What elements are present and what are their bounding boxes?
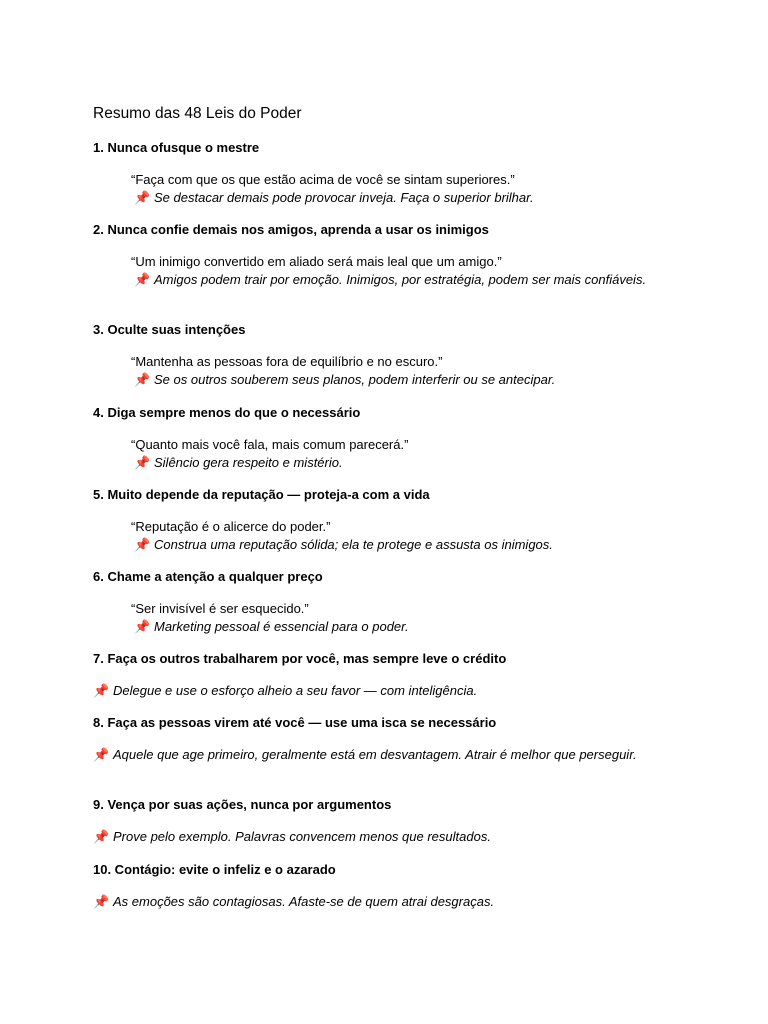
law-note <box>134 536 653 554</box>
pushpin-icon: 📌 <box>134 455 151 470</box>
law-heading: 9. Vença por suas ações, nunca por argumentos <box>93 797 392 812</box>
law-note-text: Marketing pessoal é essencial para o poder. <box>154 619 409 634</box>
law-section <box>93 568 653 636</box>
law-section <box>93 714 653 764</box>
law-section <box>93 796 653 846</box>
law-note-text: Aquele que age primeiro, geralmente está em desvantagem. Atrair é melhor que perseguir. <box>113 747 637 762</box>
law-note-text: Se destacar demais pode provocar inveja. Faça o superior brilhar. <box>154 190 534 205</box>
law-section <box>93 650 653 700</box>
law-quote: “Faça com que os que estão acima de você se sintam superiores.” <box>131 172 515 187</box>
law-heading: 1. Nunca ofusque o mestre <box>93 140 260 155</box>
pushpin-icon: 📌 <box>93 747 110 762</box>
law-note <box>93 682 653 700</box>
law-section <box>93 139 653 207</box>
law-quote: “Ser invisível é ser esquecido.” <box>131 601 309 616</box>
law-quote: “Um inimigo convertido em aliado será mais leal que um amigo.” <box>131 254 502 269</box>
pushpin-icon: 📌 <box>93 829 110 844</box>
law-note <box>134 371 653 389</box>
law-quote: “Quanto mais você fala, mais comum parecerá.” <box>131 437 409 452</box>
pushpin-icon: 📌 <box>134 372 151 387</box>
law-section <box>93 861 653 911</box>
law-note-text: As emoções são contagiosas. Afaste-se de quem atrai desgraças. <box>113 894 495 909</box>
law-note <box>134 618 653 636</box>
law-heading: 10. Contágio: evite o infeliz e o azarado <box>93 862 336 877</box>
law-note <box>134 271 653 289</box>
law-heading: 8. Faça as pessoas virem até você — use uma isca se necessário <box>93 715 497 730</box>
law-note-text: Amigos podem trair por emoção. Inimigos, por estratégia, podem ser mais confiáveis. <box>154 272 647 287</box>
law-note-text: Silêncio gera respeito e mistério. <box>154 455 343 470</box>
law-heading: 5. Muito depende da reputação — proteja-a com a vida <box>93 487 430 502</box>
pushpin-icon: 📌 <box>93 894 110 909</box>
pushpin-icon: 📌 <box>134 272 151 287</box>
law-heading: 2. Nunca confie demais nos amigos, aprenda a usar os inimigos <box>93 222 489 237</box>
law-heading: 4. Diga sempre menos do que o necessário <box>93 405 361 420</box>
law-heading: 6. Chame a atenção a qualquer preço <box>93 569 323 584</box>
law-section <box>93 221 653 289</box>
pushpin-icon: 📌 <box>93 683 110 698</box>
law-section <box>93 321 653 389</box>
law-note <box>93 828 653 846</box>
law-note <box>134 454 653 472</box>
law-heading: 7. Faça os outros trabalharem por você, mas sempre leve o crédito <box>93 651 507 666</box>
pushpin-icon: 📌 <box>134 537 151 552</box>
law-heading: 3. Oculte suas intenções <box>93 322 246 337</box>
law-quote: “Mantenha as pessoas fora de equilíbrio e no escuro.” <box>131 354 443 369</box>
law-section <box>93 404 653 472</box>
law-note <box>93 893 653 911</box>
pushpin-icon: 📌 <box>134 619 151 634</box>
law-note <box>93 746 653 764</box>
document-title: Resumo das 48 Leis do Poder <box>93 105 302 122</box>
law-note-text: Delegue e use o esforço alheio a seu favor — com inteligência. <box>113 683 478 698</box>
law-note-text: Se os outros souberem seus planos, podem interferir ou se antecipar. <box>154 372 556 387</box>
pushpin-icon: 📌 <box>134 190 151 205</box>
law-section <box>93 486 653 554</box>
law-note-text: Prove pelo exemplo. Palavras convencem menos que resultados. <box>113 829 491 844</box>
law-quote: “Reputação é o alicerce do poder.” <box>131 519 331 534</box>
law-note-text: Construa uma reputação sólida; ela te protege e assusta os inimigos. <box>154 537 553 552</box>
law-note <box>134 189 653 207</box>
